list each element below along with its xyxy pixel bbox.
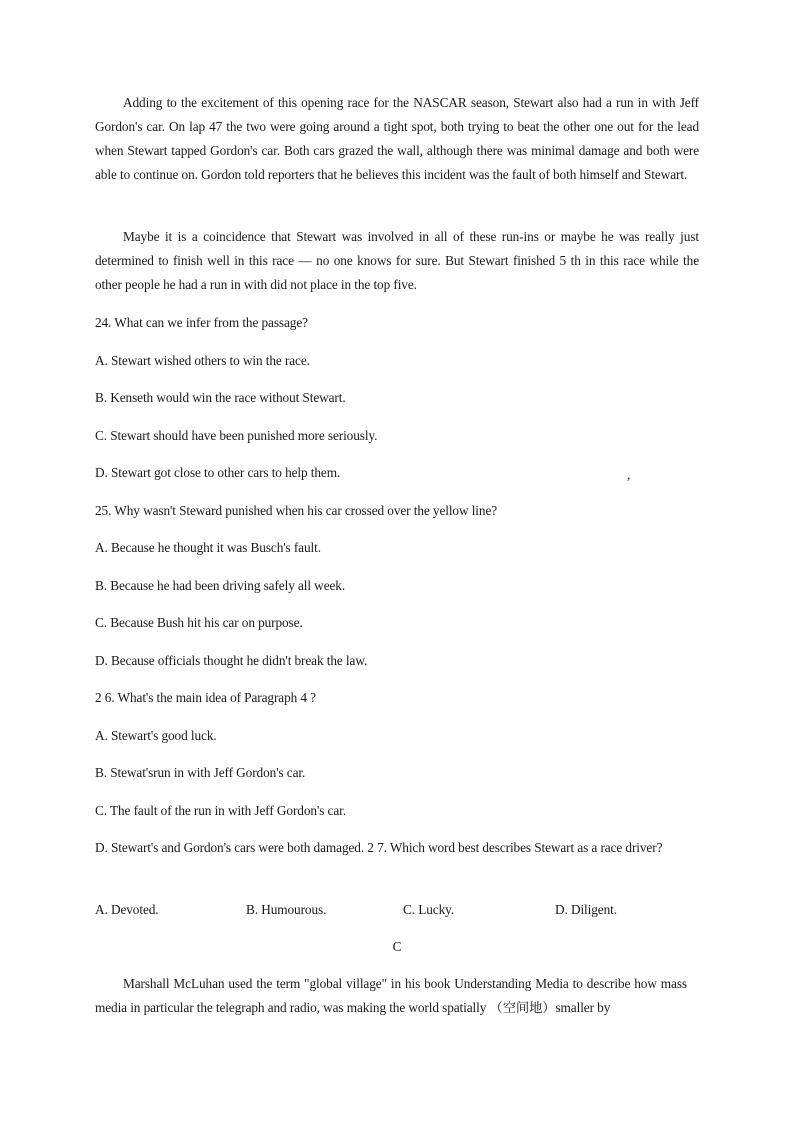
answer-option: D. Because officials thought he didn't break the law.	[95, 653, 368, 668]
answer-option: D. Diligent.	[555, 902, 617, 917]
answer-option: B. Because he had been driving safely all week.	[95, 578, 346, 593]
passage-paragraph: Maybe it is a coincidence that Stewart was involved in all of these run-ins or maybe he was really just determined to finish well in this race — no one knows for sure. But Stewart finished 5 th in this race while the other people he had a run in with did not place in the top five.	[95, 229, 699, 292]
answer-option: C. Because Bush hit his car on purpose.	[95, 615, 303, 630]
answer-option: C. The fault of the run in with Jeff Gordon's car.	[95, 803, 346, 818]
answer-option: C. Lucky.	[403, 902, 455, 917]
question-stem: 24. What can we infer from the passage?	[95, 315, 308, 330]
section-heading: C	[392, 939, 402, 954]
question-stem: 2 6. What's the main idea of Paragraph 4 ?	[95, 690, 316, 705]
answer-option: A. Because he thought it was Busch's fault.	[95, 540, 321, 555]
passage-paragraph: Adding to the excitement of this opening race for the NASCAR season, Stewart also had a run in with Jeff Gordon's car. On lap 47 the two were going around a tight spot, both trying to beat the other one out for the lead when Stewart tapped Gordon's car. Both cars grazed the wall, although there was minimal damage and both were able to continue on. Gordon told reporters that he believes this incident was the fault of both himself and Stewart.	[95, 95, 699, 182]
answer-option: B. Humourous.	[246, 902, 327, 917]
passage-paragraph: Marshall McLuhan used the term "global village" in his book Understanding Media to describe how mass media in particular the telegraph and radio, was making the world spatially （空间地）smaller by	[95, 976, 687, 1015]
answer-option: B. Stewat'srun in with Jeff Gordon's car.	[95, 765, 306, 780]
stray-mark: ,	[627, 467, 631, 482]
answer-option: D. Stewart got close to other cars to help them.	[95, 465, 341, 480]
question-stem: 25. Why wasn't Steward punished when his car crossed over the yellow line?	[95, 503, 498, 518]
answer-option: A. Stewart's good luck.	[95, 728, 217, 743]
answer-option: C. Stewart should have been punished more seriously.	[95, 428, 378, 443]
answer-option: B. Kenseth would win the race without Stewart.	[95, 390, 346, 405]
answer-option: A. Devoted.	[95, 902, 159, 917]
answer-option: A. Stewart wished others to win the race.	[95, 353, 310, 368]
answer-option: D. Stewart's and Gordon's cars were both damaged. 2 7. Which word best describes Stewart as a race driver?	[95, 840, 663, 855]
